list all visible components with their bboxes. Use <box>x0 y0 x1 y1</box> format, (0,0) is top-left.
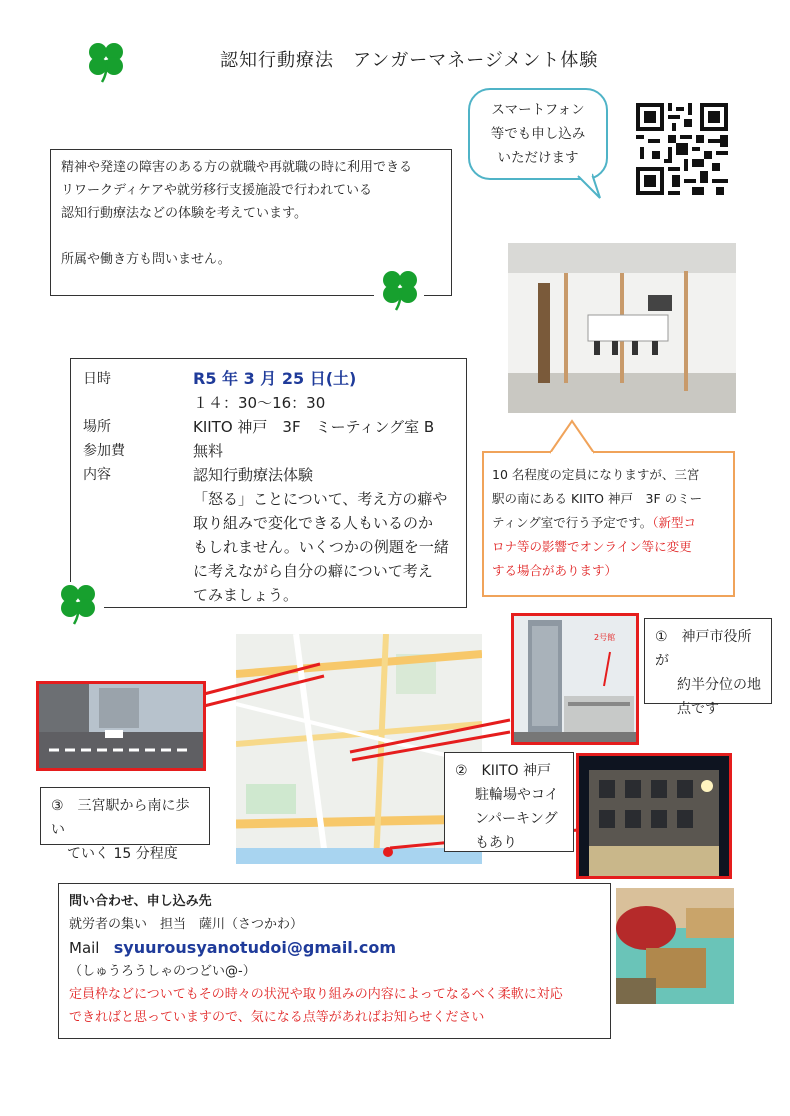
content-title: 認知行動療法体験 <box>193 466 314 484</box>
mail-reading: （しゅうろうしゃのつどい@-） <box>69 964 256 979</box>
bubble-tail <box>576 172 606 202</box>
content-label: 内容 <box>83 467 111 483</box>
event-info-box <box>70 358 467 608</box>
place-label: 場所 <box>83 419 111 435</box>
mail-address-link[interactable]: syuurousyanotudoi@gmail.com <box>113 938 397 957</box>
note-city-hall: ① 神戸市役所が 約半分位の地 点です <box>644 618 772 704</box>
note-kiito-parking: ② KIITO 神戸 駐輪場やコイ ンパーキング もあり <box>444 752 574 852</box>
event-fee: 無料 <box>193 442 224 460</box>
note-walk-from-station: ③ 三宮駅から南に歩い ていく 15 分程度 <box>40 787 210 845</box>
contact-box: 問い合わせ、申し込み先 就労者の集い 担当 薩川（さつかわ） Mail syuurousyanotudoi@gmail.com （しゅうろうしゃのつどい@-） 定員枠などについてもその時々の状況や取り組みの内容によってなるべく柔軟に対応 できればと思っていますので、気になる点等があればお知らせください <box>58 883 611 1039</box>
event-time: １４：30～16：30 <box>193 394 326 412</box>
building-tag-label: 2号館 <box>594 633 616 642</box>
smartphone-bubble: スマートフォン 等でも申し込み いただけます <box>468 88 608 180</box>
date-label: 日時 <box>83 371 111 387</box>
clover-icon <box>86 40 126 84</box>
event-date: R5 年 3 月 25 日(土) <box>193 369 357 388</box>
capacity-box: 10 名程度の定員になりますが、三宮 駅の南にある KIITO 神戸 3F のミー ティング室で行う予定です。（新型コ ロナ等の影響でオンライン等に変更 する場合があります） <box>482 451 735 597</box>
kiito-building-photo <box>576 753 732 879</box>
intro-box: 精神や発達の障害のある方の就職や再就職の時に利用できる リワークディケアや就労移行支援施設で行われている 認知行動療法などの体験を考えています。 所属や働き方も問いません。 <box>50 149 452 296</box>
clover-icon <box>58 582 98 626</box>
page-title: 認知行動療法 アンガーマネージメント体験 <box>220 50 599 71</box>
mail-label: Mail <box>69 939 100 957</box>
capacity-tail <box>548 419 598 455</box>
content-description: 「怒る」ことについて、考え方の癖や 取り組みで変化できる人もいるのか もしれません。いくつかの例題を一緒 に考えながら自分の癖について考え てみましょう。 <box>193 490 449 604</box>
qr-code-icon[interactable] <box>636 103 728 195</box>
activity-photo <box>616 888 734 1004</box>
city-hall-photo <box>511 613 639 745</box>
clover-icon <box>380 268 420 312</box>
event-place: KIITO 神戸 3F ミーティング室 B <box>193 418 435 436</box>
sannomiya-station-photo <box>36 681 206 771</box>
meeting-room-photo <box>508 243 736 413</box>
fee-label: 参加費 <box>83 443 125 459</box>
contact-person: 就労者の集い 担当 薩川（さつかわ） <box>69 917 304 932</box>
contact-heading: 問い合わせ、申し込み先 <box>69 894 212 909</box>
